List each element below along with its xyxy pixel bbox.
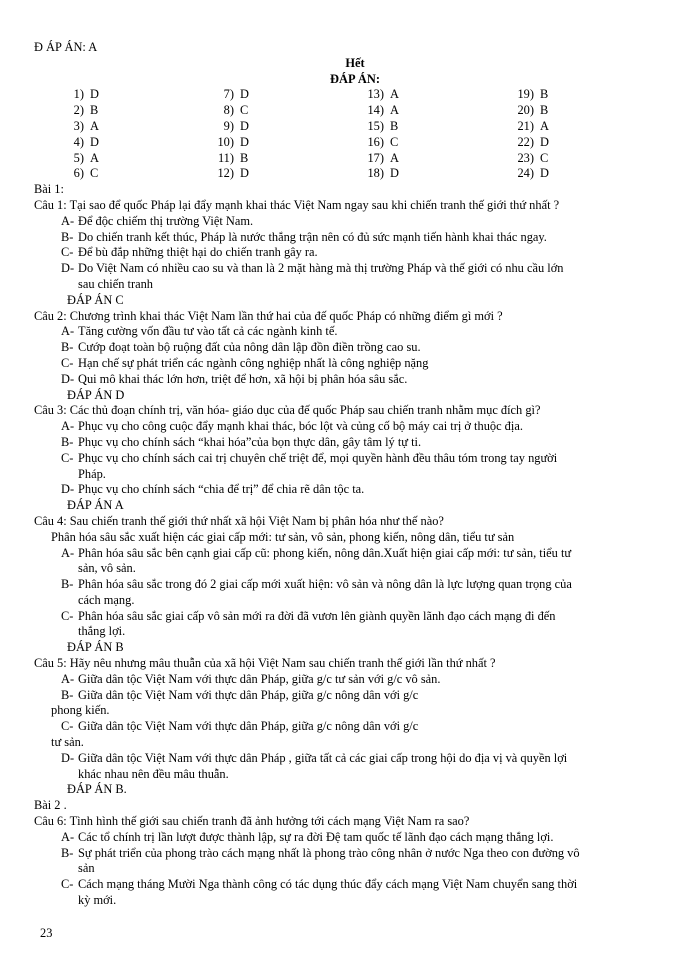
answer-letter: B [90,103,99,118]
answer-cell [210,166,360,182]
option-continuation: Pháp. [78,466,106,481]
answer-number: 20) [517,103,534,118]
answer-number: 4) [73,134,84,149]
answer-key-line: ĐÁP ÁN A [67,498,124,513]
question-line: Bài 2 . [34,798,67,813]
answer-letter: A [90,118,99,133]
answer-cell [510,151,660,167]
answer-key-line: ĐÁP ÁN D [67,387,125,402]
answer-number: 11) [217,150,234,165]
option-label: C- [61,608,74,623]
answer-letter: B [240,150,249,165]
answer-letter: D [90,87,99,102]
answer-option [34,877,676,893]
option-text: Cướp đoạt toàn bộ ruộng đất của nông dân lập đồn điền trồng cao su. [78,340,421,355]
answer-letter: C [90,166,99,181]
option-label: B- [61,687,74,702]
answer-cell [360,135,510,151]
answer-option [34,577,676,593]
option-text: Các tổ chính trị lần lượt được thành lập, sự ra đời Đệ tam quốc tế lãnh đạo cách mạng thắng lợi. [78,829,554,844]
option-text: Tăng cường vốn đầu tư vào tất cả các ngành kinh tế. [78,324,338,339]
option-continuation: sản, vô sản. [78,561,136,576]
option-continuation: thắng lợi. [78,624,126,639]
option-label: B- [61,434,74,449]
answer-letter: A [390,103,399,118]
answer-cell [60,166,210,182]
option-label: A- [61,829,75,844]
answer-letter: D [390,166,399,181]
end-title: Hết [345,55,365,70]
option-text: Phân hóa sâu sắc trong đó 2 giai cấp mới xuất hiện: vô sản và nông dân là lực lượng quan trọng của [78,577,572,592]
answer-letter: D [240,87,249,102]
answer-number: 23) [517,150,534,165]
answer-option [34,230,676,246]
answer-row [60,166,660,182]
option-text: Phục vụ cho công cuộc đẩy mạnh khai thác, bóc lột và củng cố bộ máy cai trị ở thuộc địa. [78,419,523,434]
answer-key-line: ĐÁP ÁN C [67,292,124,307]
answer-cell [510,103,660,119]
answer-number: 10) [217,134,234,149]
option-text: Sự phát triển của phong trào cách mạng nhất là phong trào công nhân ở nước Nga theo con đường vô [78,845,580,860]
answer-cell [510,166,660,182]
answer-number: 24) [517,166,534,181]
option-text: Phục vụ cho chính sách “chia để trị” để chia rẽ dân tộc ta. [78,482,365,497]
question-line: Câu 6: Tình hình thế giới sau chiến tranh đã ảnh hưởng tới cách mạng Việt Nam ra sao? [34,814,470,829]
answer-letter: C [390,134,399,149]
answer-option [34,546,676,562]
answer-number: 14) [367,103,384,118]
answer-number: 7) [223,87,234,102]
answer-number: 3) [73,118,84,133]
answer-letter: D [90,134,99,149]
indented-line: tư sản. [51,735,84,750]
answer-number: 16) [367,134,384,149]
question-line: Bài 1: [34,182,64,197]
option-label: B- [61,577,74,592]
answer-option [34,719,676,735]
answer-key-table [60,87,660,182]
indented-line: phong kiến. [51,703,110,718]
option-text: Do Việt Nam có nhiều cao su và than là 2 mặt hàng mà thị trường Pháp và thế giới có nhu cầu lớn [78,261,564,276]
answer-letter: B [390,118,399,133]
option-label: C- [61,450,74,465]
question-line: Câu 4: Sau chiến tranh thế giới thứ nhất xã hội Việt Nam bị phân hóa như thế nào? [34,513,444,528]
option-label: D- [61,482,75,497]
answer-letter: C [240,103,249,118]
answer-cell [60,119,210,135]
answer-letter: D [540,166,549,181]
indented-line: Phân hóa sâu sắc xuất hiện các giai cấp mới: tư sản, vô sản, phong kiến, nông dân, tiểu tư sản [51,529,515,544]
answer-letter: A [390,87,399,102]
answer-cell [360,151,510,167]
answer-letter: A [390,150,399,165]
answer-option [34,672,676,688]
answer-cell [360,166,510,182]
answer-letter: D [240,118,249,133]
option-label: C- [61,245,74,260]
page-number: 23 [40,926,53,940]
option-label: B- [61,229,74,244]
answer-cell [210,103,360,119]
option-text: Giữa dân tộc Việt Nam với thực dân Pháp , giữa tất cả các giai cấp trong hội do địa vị và quyền lợi [78,750,568,765]
option-text: Phục vụ cho chính sách “khai hóa”của bọn thực dân, gây tâm lý tự ti. [78,434,422,449]
answer-letter: A [540,118,549,133]
answer-row [60,119,660,135]
answer-number: 17) [367,150,384,165]
answer-option [34,482,676,498]
answer-option [34,419,676,435]
answer-option [34,609,676,625]
option-text: Phục vụ cho chính sách cai trị chuyên chế triệt để, mọi quyền hành đều thâu tóm trong tay người [78,450,558,465]
answer-option [34,324,676,340]
answer-cell [510,119,660,135]
option-label: A- [61,671,75,686]
answer-row [60,135,660,151]
option-label: B- [61,845,74,860]
answer-option [34,340,676,356]
option-label: A- [61,213,75,228]
questions-content [34,182,676,909]
answer-cell [210,87,360,103]
option-label: C- [61,719,74,734]
answer-number: 1) [73,87,84,102]
answer-number: 9) [223,118,234,133]
option-label: D- [61,261,75,276]
option-label: A- [61,419,75,434]
answer-option [34,751,676,767]
answer-letter: C [540,150,549,165]
option-text: Cách mạng tháng Mười Nga thành công có tác dụng thúc đẩy cách mạng Việt Nam chuyển sang thời [78,877,578,892]
answer-letter: A [90,150,99,165]
answer-letter: D [540,134,549,149]
option-label: D- [61,750,75,765]
option-text: Để độc chiếm thị trường Việt Nam. [78,213,254,228]
option-text: Hạn chế sự phát triển các ngành công nghiệp nhất là công nghiệp nặng [78,355,429,370]
answer-cell [60,151,210,167]
option-label: C- [61,355,74,370]
answer-option [34,356,676,372]
answer-key-line: ĐÁP ÁN B [67,640,124,655]
answer-number: 15) [367,118,384,133]
option-continuation: khác nhau nên đều mâu thuẫn. [78,766,229,781]
answer-cell [60,135,210,151]
answer-option [34,830,676,846]
option-text: Phân hóa sâu sắc bên cạnh giai cấp cũ: phong kiến, nông dân.Xuất hiện giai cấp mới: tư sản, tiểu tư [78,545,572,560]
option-label: C- [61,877,74,892]
answer-letter: D [240,134,249,149]
option-continuation: sản [78,861,95,876]
option-continuation: kỳ mới. [78,893,117,908]
header-answer: Đ ÁP ÁN: A [34,40,98,54]
option-text: Để bù đắp những thiệt hại do chiến tranh gây ra. [78,245,318,260]
question-line: Câu 1: Tại sao để quốc Pháp lại đẩy mạnh khai thác Việt Nam ngay sau khi chiến tranh thế giới thứ nhất ? [34,197,560,212]
answer-number: 18) [367,166,384,181]
answer-row [60,151,660,167]
answer-cell [60,103,210,119]
answer-number: 5) [73,150,84,165]
answer-cell [210,119,360,135]
question-line: Câu 3: Các thủ đoạn chính trị, văn hóa- giáo dục của đế quốc Pháp sau chiến tranh nhằm mục đích gì? [34,403,541,418]
answer-key-line: ĐÁP ÁN B. [67,782,127,797]
answer-cell [510,135,660,151]
answer-number: 6) [73,166,84,181]
option-text: Giữa dân tộc Việt Nam với thực dân Pháp, giữa g/c nông dân với g/c [78,719,419,734]
answer-option [34,435,676,451]
answer-cell [360,103,510,119]
answers-title: ĐÁP ÁN: [330,71,380,86]
answer-letter: D [240,166,249,181]
answer-number: 22) [517,134,534,149]
answer-cell [210,151,360,167]
option-label: A- [61,324,75,339]
answer-cell [360,119,510,135]
answer-letter: B [540,103,549,118]
answer-option [34,372,676,388]
option-text: Phân hóa sâu sắc giai cấp vô sản mới ra đời đã vươn lên giành quyền lãnh đạo cách mạng đi đến [78,608,556,623]
answer-option [34,245,676,261]
answer-number: 13) [367,87,384,102]
answer-number: 8) [223,103,234,118]
answer-number: 2) [73,103,84,118]
answer-row [60,87,660,103]
question-line: Câu 2: Chương trình khai thác Việt Nam lần thứ hai của đế quốc Pháp có những điểm gì mới ? [34,308,503,323]
answer-row [60,103,660,119]
answer-option [34,846,676,862]
option-text: Qui mô khai thác lớn hơn, triệt để hơn, xã hội bị phân hóa sâu sắc. [78,371,408,386]
answer-number: 12) [217,166,234,181]
option-continuation: cách mạng. [78,592,135,607]
answer-option [34,261,676,277]
option-label: A- [61,545,75,560]
document-page [34,40,676,909]
answer-cell [360,87,510,103]
answer-cell [210,135,360,151]
answer-letter: B [540,87,549,102]
question-line: Câu 5: Hãy nêu nhưng mâu thuẫn của xã hội Việt Nam sau chiến tranh thế giới lần thứ nhất ? [34,656,496,671]
answer-cell [60,87,210,103]
option-label: D- [61,371,75,386]
answer-cell [510,87,660,103]
option-continuation: sau chiến tranh [78,276,154,291]
answer-option [34,214,676,230]
option-text: Do chiến tranh kết thúc, Pháp là nước thắng trận nên có đủ sức mạnh tiến hành khai thác ngay. [78,229,547,244]
answer-option [34,688,676,704]
option-text: Giữa dân tộc Việt Nam với thực dân Pháp, giữa g/c nông dân với g/c [78,687,419,702]
option-text: Giữa dân tộc Việt Nam với thực dân Pháp, giữa g/c tư sản với g/c vô sản. [78,671,441,686]
answer-number: 19) [517,87,534,102]
answer-option [34,451,676,467]
option-label: B- [61,340,74,355]
answer-number: 21) [517,118,534,133]
